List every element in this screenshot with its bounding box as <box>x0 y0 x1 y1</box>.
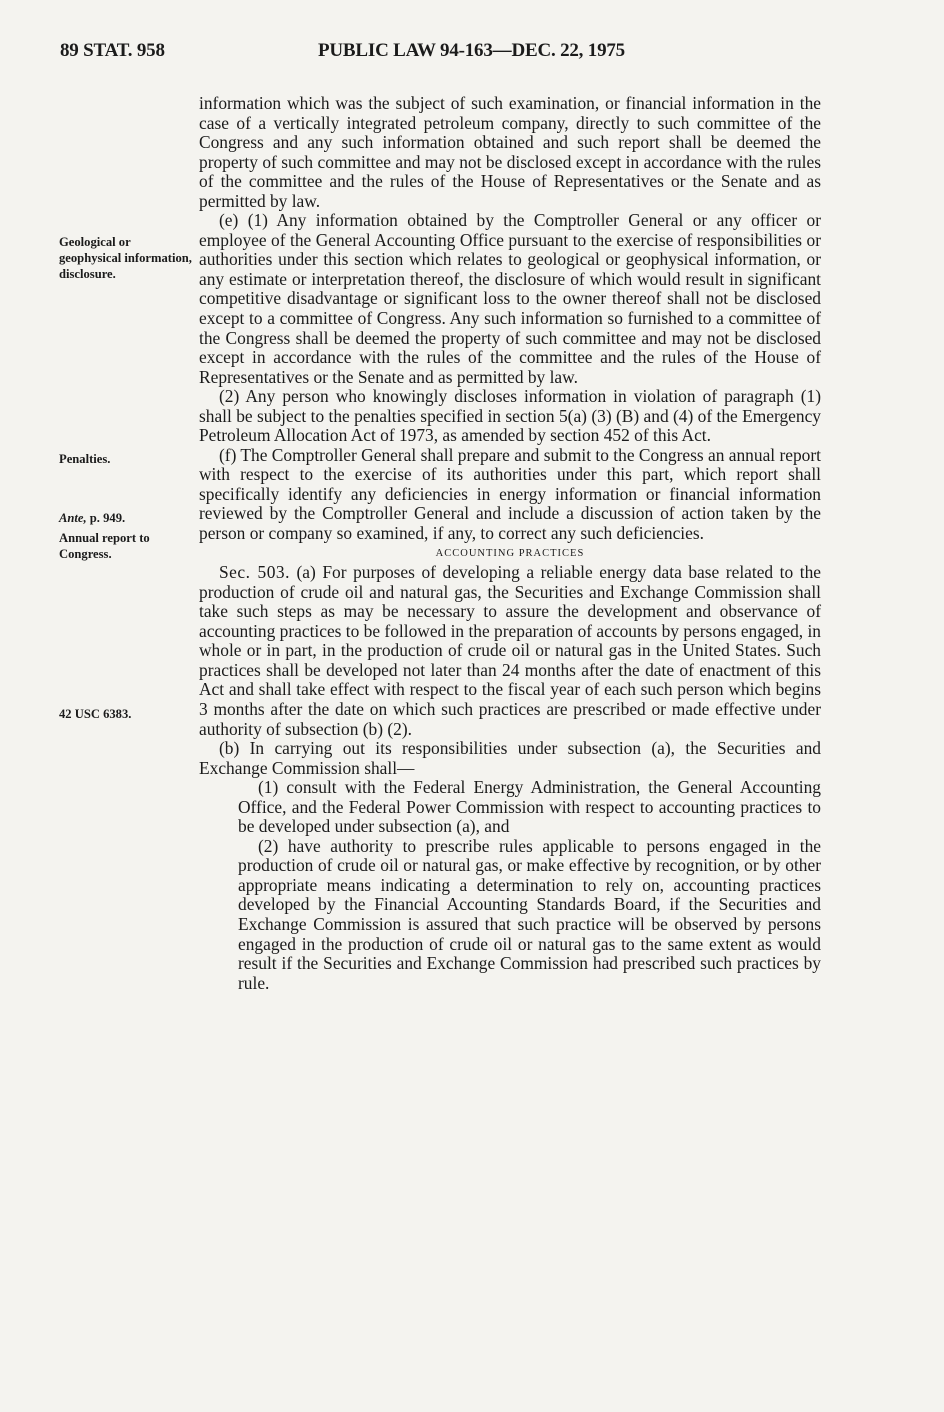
section-label: Sec. 503. <box>219 562 290 583</box>
paragraph-continuation: information which was the subject of such examination, or financial information in the case of a vertically integrated petroleum company, directly to such committee of the Congress and any such information obtained and such report shall be deemed the property of such committee and may not be disclosed except in accordance with the rules of the committee and the rules of the House of Representatives or the Senate and as permitted by law. <box>199 93 821 211</box>
margin-note-annual-report: Annual report to Congress. <box>59 531 150 561</box>
margin-note-penalties: Penalties. <box>59 452 111 466</box>
margin-note-geological: Geological or geophysical information, disclosure. <box>59 235 192 281</box>
section-subheading: ACCOUNTING PRACTICES <box>435 547 585 559</box>
margin-note-ante <box>59 510 194 526</box>
paragraph-sec-503-a <box>199 563 821 739</box>
ante-page: p. 949. <box>86 511 126 525</box>
body-text <box>199 94 821 993</box>
paragraph-f: (f) The Comptroller General shall prepare and submit to the Congress an annual report with respect to the exercise of its authorities under this part, which report shall specifically identify any deficiencies in energy information or financial information reviewed by the Comptroller General and include a discussion of action taken by the person or company so examined, if any, to correct any such deficiencies. <box>199 444 821 544</box>
paragraph-b2: (2) have authority to prescribe rules applicable to persons engaged in the production of crude oil or natural gas, or make effective by recognition, or by other appropriate means indicating a determination to rely on, accounting practices developed by the Financial Accounting Standards Board, if the Securities and Exchange Commission is assured that such practice will be observed by persons engaged in the production of crude oil or natural gas to the same extent as would result if the Securities and Exchange Commission had prescribed such practices by rule. <box>238 835 821 993</box>
paragraph-b1: (1) consult with the Federal Energy Administration, the General Accounting Office, and the Federal Power Commission with respect to accounting practices to be developed under subsection (a), and <box>238 777 821 837</box>
sec-a-text: (a) For purposes of developing a reliable energy data base related to the production of crude oil and natural gas, the Securities and Exchange Commission shall take such steps as may be necessary to assure the development and observance of accounting practices to be followed in the preparation of accounts by persons engaged, in whole or in part, in the production of crude oil or natural gas in the United States. Such practices shall be developed not later than 24 months after the date of enactment of this Act and shall take effect with respect to the fiscal year of each such person which begins 3 months after the date on which such practices are prescribed or made effective under authority of subsection (b) (2). <box>199 562 821 739</box>
page-title: PUBLIC LAW 94-163—DEC. 22, 1975 <box>318 40 625 61</box>
margin-note-usc: 42 USC 6383. <box>59 707 132 721</box>
paragraph-b: (b) In carrying out its responsibilities under subsection (a), the Securities and Exchange Commission shall— <box>199 738 821 778</box>
ante-italic: Ante, <box>59 511 87 525</box>
paragraph-e1: (e) (1) Any information obtained by the Comptroller General or any officer or employee of the General Accounting Office pursuant to the exercise of responsibilities or authorities under this section which relates to geological or geophysical information, or any estimate or interpretation thereof, the disclosure of which would result in significant competitive disadvantage or significant loss to the owner thereof shall not be disclosed except to a committee of Congress. Any such information so furnished to a committee of the Congress shall be deemed the property of such committee and may not be disclosed except in accordance with the rules of the committee and the rules of the House of Representatives or the Senate and as permitted by law. <box>199 210 821 387</box>
paragraph-e2: (2) Any person who knowingly discloses information in violation of paragraph (1) shall be subject to the penalties specified in section 5(a) (3) (B) and (4) of the Emergency Petroleum Allocation Act of 1973, as amended by section 452 of this Act. <box>199 386 821 446</box>
stat-reference: 89 STAT. 958 <box>60 40 165 61</box>
